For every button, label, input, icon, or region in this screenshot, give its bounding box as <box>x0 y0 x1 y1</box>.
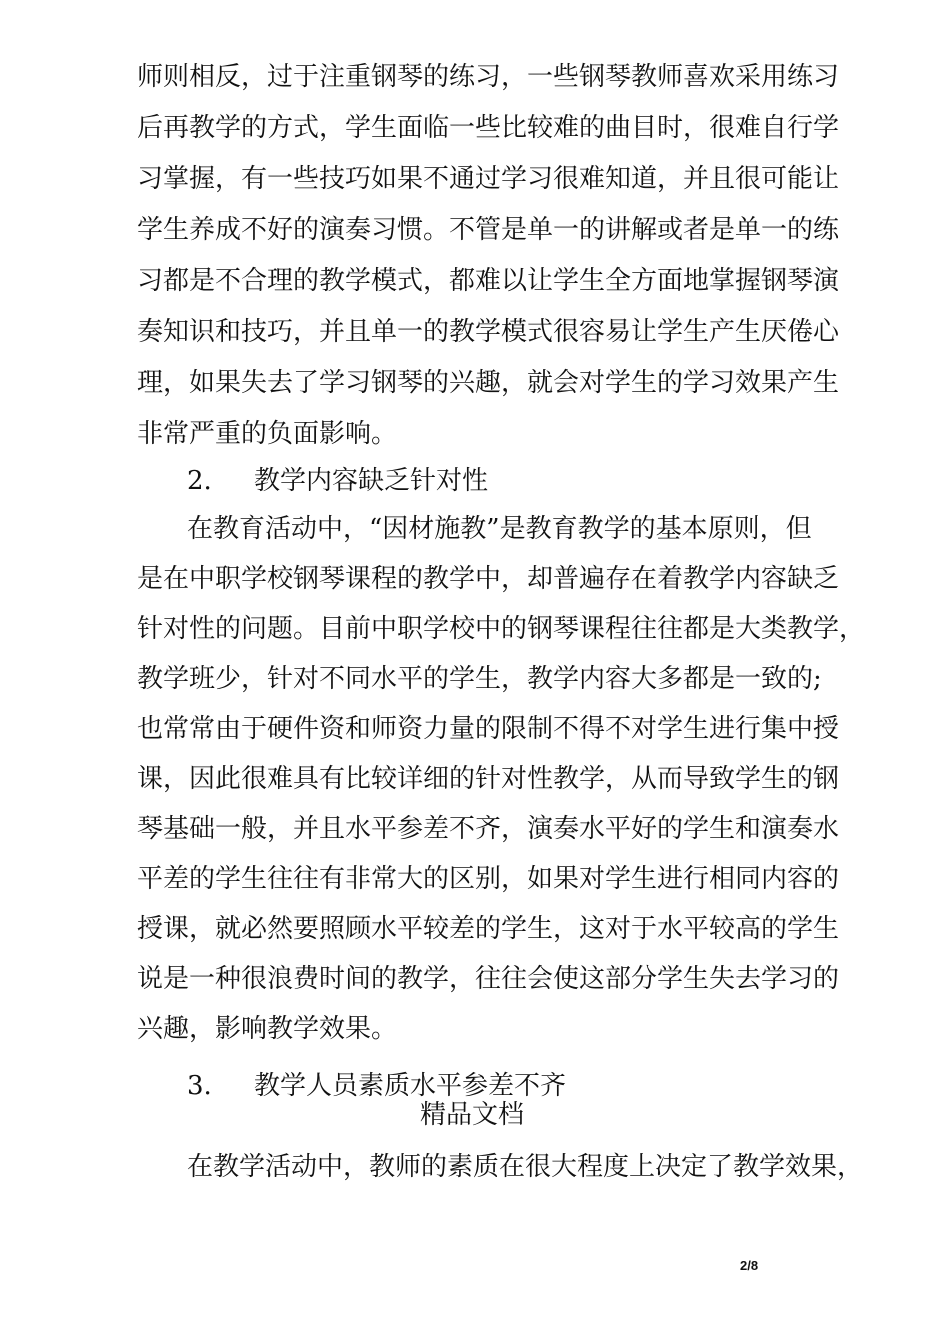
paragraph-1-line-2: 后再教学的方式，学生面临一些比较难的曲目时，很难自行学 <box>137 113 840 143</box>
paragraph-2-line-1: 在教育活动中，“因材施教”是教育教学的基本原则，但 <box>187 514 812 544</box>
paragraph-2-line-10: 说是一种很浪费时间的教学，往往会使这部分学生失去学习的 <box>137 964 840 994</box>
paragraph-2-line-4: 教学班少，针对不同水平的学生，教学内容大多都是一致的; <box>137 664 822 694</box>
paragraph-2-line-6: 课，因此很难具有比较详细的针对性教学，从而导致学生的钢 <box>137 764 840 794</box>
watermark-label: 精品文档 <box>420 1100 525 1130</box>
paragraph-1-line-3: 习掌握，有一些技巧如果不通过学习很难知道，并且很可能让 <box>137 164 840 194</box>
paragraph-2-line-9: 授课，就必然要照顾水平较差的学生，这对于水平较高的学生 <box>137 914 840 944</box>
paragraph-2-line-11: 兴趣，影响教学效果。 <box>137 1014 398 1044</box>
paragraph-2-line-7: 琴基础一般，并且水平参差不齐，演奏水平好的学生和演奏水 <box>137 814 840 844</box>
section-3-heading: 教学人员素质水平参差不齐 <box>254 1071 567 1101</box>
paragraph-1-line-5: 习都是不合理的教学模式，都难以让学生全方面地掌握钢琴演 <box>137 266 840 296</box>
section-2-heading: 教学内容缺乏针对性 <box>254 466 489 496</box>
paragraph-1-line-1: 师则相反，过于注重钢琴的练习，一些钢琴教师喜欢采用练习 <box>137 62 840 92</box>
section-3-number: 3. <box>187 1071 212 1101</box>
paragraph-2-line-5: 也常常由于硬件资和师资力量的限制不得不对学生进行集中授 <box>137 714 840 744</box>
paragraph-2-line-8: 平差的学生往往有非常大的区别，如果对学生进行相同内容的 <box>137 864 840 894</box>
page-number: 2/8 <box>740 1258 759 1273</box>
paragraph-1-line-7: 理，如果失去了学习钢琴的兴趣，就会对学生的学习效果产生 <box>137 368 840 398</box>
paragraph-1-line-8: 非常严重的负面影响。 <box>137 419 398 449</box>
paragraph-1-line-4: 学生养成不好的演奏习惯。不管是单一的讲解或者是单一的练 <box>137 215 840 245</box>
paragraph-2-line-3: 针对性的问题。目前中职学校中的钢琴课程往往都是大类教学， <box>137 614 866 644</box>
section-2-number: 2. <box>187 466 212 496</box>
paragraph-3-line-1: 在教学活动中，教师的素质在很大程度上决定了教学效果， <box>187 1152 864 1182</box>
paragraph-1-line-6: 奏知识和技巧，并且单一的教学模式很容易让学生产生厌倦心 <box>137 317 840 347</box>
paragraph-2-line-2: 是在中职学校钢琴课程的教学中，却普遍存在着教学内容缺乏 <box>137 564 840 594</box>
